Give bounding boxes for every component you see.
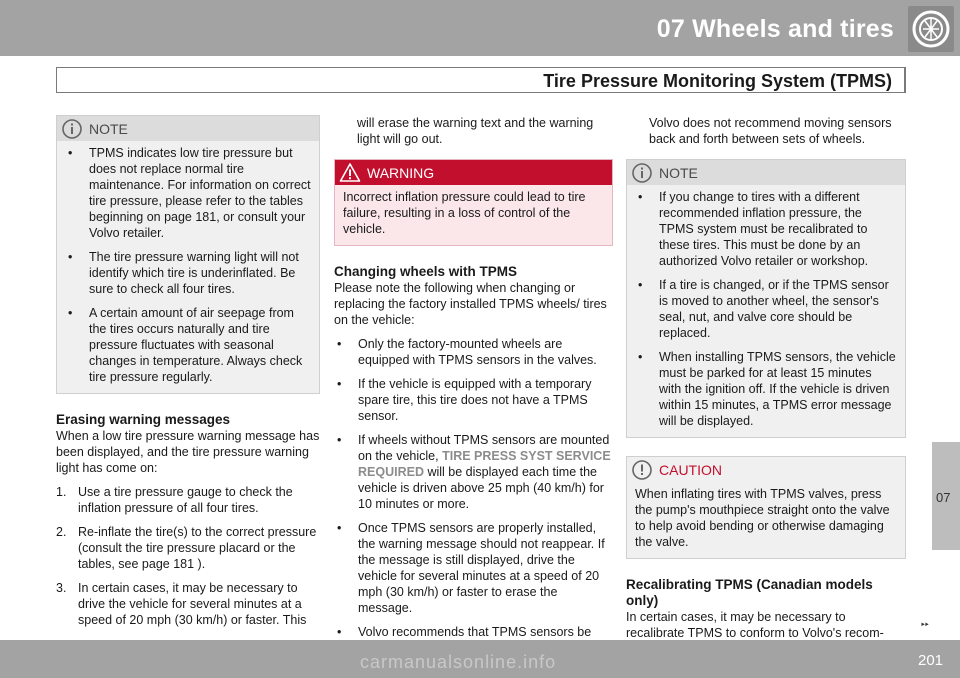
step-number: 2.: [56, 525, 67, 539]
erasing-intro: When a low tire pressure warning message has been displayed, and the tire pressure warning light has come on:: [56, 429, 320, 475]
note-box: [56, 115, 320, 394]
recalibrating-heading: Recalibrating TPMS (Canadian models only): [626, 577, 873, 608]
recalibrating-intro: In certain cases, it may be necessary to recalibrate TPMS to conform to Volvo's recom-: [626, 610, 884, 640]
warning-header: [335, 160, 612, 185]
warning-triangle-icon: [339, 162, 361, 184]
step-item: [56, 580, 320, 628]
note-item-text: A certain amount of air seepage from the tires occurs naturally and tire pressure fluctuates with seasonal changes in temperature. Always check tire pressure regularly.: [89, 306, 303, 384]
page-header: [0, 0, 960, 56]
step-item: [56, 524, 320, 572]
list-item-text: Only the factory-mounted wheels are equipped with TPMS sensors in the valves.: [358, 337, 597, 367]
continuation-text: will erase the warning text and the warning light will go out.: [357, 116, 594, 146]
next-page-marker: ‣‣: [920, 620, 928, 631]
changing-intro: Please note the following when changing or replacing the factory installed TPMS wheels/ tires on the vehicle:: [334, 281, 607, 327]
step-number: 1.: [56, 485, 67, 499]
note-item-text: If you change to tires with a different recommended inflation pressure, the TPMS system must be recalibrated to these tires. This must be done by an authorized Volvo retailer or workshop.: [659, 190, 869, 268]
warning-box: [334, 159, 613, 246]
info-icon: [631, 162, 653, 184]
watermark: carmanualsonline.info: [360, 652, 557, 672]
list-item: • If you change to tires with a different recommended inflation pressure, the TPMS system must be recalibrated to these tires. This must be done by an authorized Volvo retailer or workshop.: [638, 190, 869, 268]
caution-icon: [631, 459, 653, 481]
list-item: • A certain amount of air seepage from the tires occurs naturally and tire pressure fluctuates with seasonal changes in temperature. Always check tire pressure regularly.: [68, 306, 303, 384]
list-item-text: If the vehicle is equipped with a temporary spare tire, this tire does not have a TPMS sensor.: [358, 377, 592, 423]
chapter-title: 07 Wheels and tires: [656, 15, 894, 43]
list-item: • The tire pressure warning light will not identify which tire is underinflated. Be sure to check all four tires.: [68, 250, 299, 296]
display-message: TIRE PRESS SYST SERVICE REQUIRED: [358, 449, 611, 479]
column-3: [626, 115, 906, 649]
page-number: 201: [918, 652, 944, 669]
list-item: • If the vehicle is equipped with a temporary spare tire, this tire does not have a TPMS sensor.: [337, 377, 592, 423]
note-item-text: If a tire is changed, or if the TPMS sensor is moved to another wheel, the sensor's seal, nut, and valve core should be replaced.: [659, 278, 889, 340]
caution-label: CAUTION: [659, 462, 722, 478]
column-1: [56, 115, 320, 636]
caution-text: When inflating tires with TPMS valves, press the pump's mouthpiece straight onto the valve to help avoid bending or otherwise damaging the valve.: [635, 487, 890, 549]
warning-text: Incorrect inflation pressure could lead to tire failure, resulting in a loss of control of the vehicle.: [343, 190, 586, 236]
continuation-text: Volvo does not recommend moving sensors back and forth between sets of wheels.: [649, 116, 892, 146]
caution-header: [627, 457, 905, 482]
changing-heading: Changing wheels with TPMS: [334, 264, 518, 279]
note-item-text: When installing TPMS sensors, the vehicle must be parked for at least 15 minutes with the ignition off. If the vehicle is driven within 15 minutes, a TPMS error message will be displayed.: [659, 350, 896, 428]
info-icon: [61, 118, 83, 140]
note-item-text: TPMS indicates low tire pressure but does not replace normal tire maintenance. For information on correct tire pressure, please refer to the tables beginning on page 181, or consult your Volvo retailer.: [89, 146, 311, 240]
step-item: [56, 484, 320, 516]
list-item: • TPMS indicates low tire pressure but does not replace normal tire maintenance. For information on correct tire pressure, please refer to the tables beginning on page 181, or consult your Volvo retailer.: [68, 146, 311, 240]
list-item: • When installing TPMS sensors, the vehicle must be parked for at least 15 minutes with the ignition off. If the vehicle is driven within 15 minutes, a TPMS error message will be displayed.: [638, 350, 896, 428]
list-item: • Once TPMS sensors are properly installed, the warning message should not reappear. If the message is still displayed, drive the vehicle for several minutes at a speed of 20 mph (30 km/h) or faster to erase the message.: [337, 521, 605, 615]
list-item: • If a tire is changed, or if the TPMS sensor is moved to another wheel, the sensor's seal, nut, and valve core should be replaced.: [638, 278, 889, 340]
warning-label: WARNING: [367, 165, 435, 181]
note-label: NOTE: [659, 165, 698, 181]
list-item: • Only the factory-mounted wheels are equipped with TPMS sensors in the valves.: [337, 337, 597, 367]
caution-box: [626, 456, 906, 559]
list-item-text: Volvo recommends that TPMS sensors be: [358, 625, 592, 639]
tire-icon: [908, 6, 954, 52]
step-text: Re-inflate the tire(s) to the correct pressure (consult the tire pressure placard or the tables, see page 181 ).: [78, 525, 317, 571]
column-2: [334, 115, 613, 664]
step-text: Use a tire pressure gauge to check the inflation pressure of all four tires.: [78, 485, 293, 515]
note-item-text: The tire pressure warning light will not identify which tire is underinflated. Be sure to check all four tires.: [89, 250, 299, 296]
section-title: Tire Pressure Monitoring System (TPMS): [543, 71, 892, 91]
step-number: 3.: [56, 581, 67, 595]
section-bar: [56, 67, 906, 93]
chapter-side-tab-number: 07: [936, 490, 951, 505]
note-header: [627, 160, 905, 185]
list-item: • Volvo recommends that TPMS sensors be: [334, 624, 613, 656]
erasing-heading: Erasing warning messages: [56, 412, 231, 427]
list-item: • If wheels without TPMS sensors are mounted on the vehicle, TIRE PRESS SYST SERVICE REQUIRED will be displayed each time the vehicle is driven above 25 mph (40 km/h) for 10 minutes or more.: [337, 433, 611, 511]
note-header: [57, 116, 319, 141]
list-item-text: Once TPMS sensors are properly installed, the warning message should not reappear. If the message is still displayed, drive the vehicle for several minutes at a speed of 20 mph (30 km/h) or faster to erase the message.: [358, 521, 605, 615]
step-text: In certain cases, it may be necessary to drive the vehicle for several minutes at a speed of 20 mph (30 km/h) or faster. This: [78, 581, 307, 627]
note-label: NOTE: [89, 121, 128, 137]
list-item-text: If wheels without TPMS sensors are mounted on the vehicle,: [358, 433, 610, 463]
note-box: [626, 159, 906, 438]
list-item-text: will be displayed each time the vehicle is driven above 25 mph (40 km/h) for 10 minutes or more.: [358, 465, 604, 511]
